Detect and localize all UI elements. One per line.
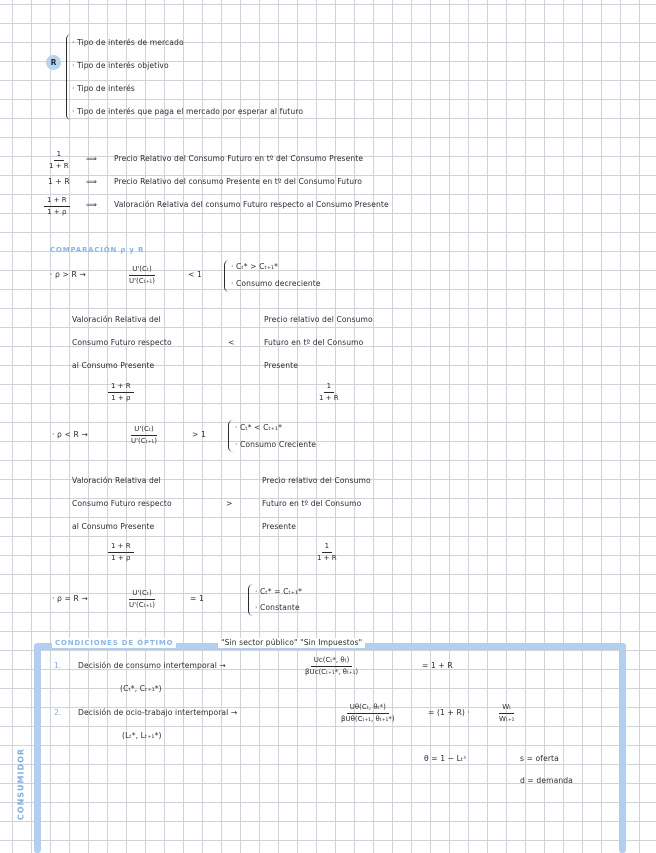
case2-right-line: Futuro en tº del Consumo (262, 499, 362, 508)
case1-right-line: Presente (264, 361, 298, 370)
case2-left-line: Valoración Relativa del (72, 476, 161, 485)
item1-rhs: = 1 + R (422, 661, 453, 670)
case3-fraction (126, 589, 158, 610)
case1-fraction (126, 265, 158, 286)
item1-number: 1. (54, 661, 62, 670)
case2-condition: · ρ < R → (52, 430, 88, 439)
case2-brace (228, 420, 234, 452)
definition-item: · Tipo de interés (72, 84, 135, 93)
relation-1-arrow: ⟹ (86, 154, 97, 163)
relation-1-numerator: 1 (54, 150, 64, 161)
item2-wage-numerator: Wₜ (499, 703, 514, 714)
item2-middle: = (1 + R) · (428, 708, 470, 717)
case2-relation: > 1 (192, 430, 206, 439)
definition-item: · Tipo de interés objetivo (72, 61, 169, 70)
definition-item: · Tipo de interés de mercado (72, 38, 184, 47)
relation-3-fraction (44, 196, 70, 217)
relation-1-text: Precio Relativo del Consumo Futuro en tº del Consumo Presente (114, 154, 364, 163)
item2-fraction (338, 703, 398, 724)
case1-brace-line: · Cₜ* > Cₜ₊₁* (231, 262, 279, 271)
item1-denominator: βUc(Cₜ₊₁*, θₜ₊₁) (305, 668, 359, 676)
optimum-box-right-border (619, 643, 626, 853)
case2-brace-line: · Consumo Creciente (235, 440, 317, 449)
comparison-heading: COMPARACIÓN ρ y R (50, 246, 145, 254)
item2-wage-fraction (496, 703, 518, 724)
case1-brace-line: · Consumo decreciente (231, 279, 321, 288)
consumidor-label-text: CONSUMIDOR (16, 747, 26, 821)
case1-right-line: Futuro en tº del Consumo (264, 338, 364, 347)
case1-right-numerator: 1 (324, 382, 334, 393)
case1-left-line: Consumo Futuro respecto (72, 338, 172, 347)
case1-right-line: Precio relativo del Consumo (264, 315, 373, 324)
case3-numerator: U'(Cₜ) (129, 589, 154, 600)
case1-right-fraction (316, 382, 342, 403)
case1-left-numerator: 1 + R (108, 382, 134, 393)
case1-left-fraction (108, 382, 134, 403)
case2-fraction (128, 425, 160, 446)
case2-operator: > (226, 499, 233, 508)
relation-2-arrow: ⟹ (86, 177, 97, 186)
relation-2-lhs: 1 + R (48, 177, 70, 186)
item1-numerator: Uc(Cₜ*, θₜ) (311, 656, 353, 667)
item2-numerator: Uθ(Cₜ, θₜ*) (347, 703, 389, 714)
optimum-heading: CONDICIONES DE ÓPTIMO (52, 638, 176, 648)
case3-denominator: U'(Cₜ₊₁) (129, 601, 155, 609)
case3-brace (248, 584, 254, 616)
case2-left-line: Consumo Futuro respecto (72, 499, 172, 508)
case2-denominator: U'(Cₜ₊₁) (131, 437, 157, 445)
case2-right-denominator: 1 + R (317, 554, 337, 562)
relation-2-text: Precio Relativo del consumo Presente en tº del Consumo Futuro (114, 177, 363, 186)
case1-left-line: Valoración Relativa del (72, 315, 161, 324)
case2-right-fraction (314, 542, 340, 563)
case2-left-fraction (108, 542, 134, 563)
case2-brace-line: · Cₜ* < Cₜ₊₁* (235, 423, 283, 432)
legend-supply: s = oferta (520, 754, 559, 763)
item2-denominator: βUθ(Cₜ₊₁, θₜ₊₁*) (341, 715, 395, 723)
r-badge: R (46, 55, 61, 70)
case2-right-line: Precio relativo del Consumo (262, 476, 371, 485)
relation-3-denominator: 1 + ρ (47, 208, 67, 216)
case3-relation: = 1 (190, 594, 204, 603)
relation-3-numerator: 1 + R (44, 196, 70, 207)
case2-left-line: al Consumo Presente (72, 522, 155, 531)
item2-text: Decisión de ocio-trabajo intertemporal → (78, 708, 238, 717)
relation-3-text: Valoración Relativa del consumo Futuro respecto al Consumo Presente (114, 200, 389, 209)
optimum-quotes: "Sin sector público" "Sin Impuestos" (218, 638, 365, 648)
case1-left-line: al Consumo Presente (72, 361, 155, 370)
case2-right-line: Presente (262, 522, 296, 531)
definition-item: · Tipo de interés que paga el mercado por esperar al futuro (72, 107, 304, 116)
case2-left-denominator: 1 + ρ (111, 554, 131, 562)
case1-relation: < 1 (188, 270, 202, 279)
item2-subscript: (Lₜ*, Lₜ₊₁*) (122, 731, 162, 740)
item2-number: 2. (54, 708, 62, 717)
case2-numerator: U'(Cₜ) (131, 425, 156, 436)
consumidor-side-label (6, 742, 36, 826)
legend-demand: d = demanda (520, 776, 573, 785)
case1-right-denominator: 1 + R (319, 394, 339, 402)
relation-3-arrow: ⟹ (86, 200, 97, 209)
case3-brace-line: · Constante (255, 603, 300, 612)
relation-1-fraction (46, 150, 72, 171)
case2-left-numerator: 1 + R (108, 542, 134, 553)
case3-condition: · ρ = R → (52, 594, 88, 603)
item1-subscript: (Cₜ*, Cₜ₊₁*) (120, 684, 162, 693)
case1-numerator: U'(Cₜ) (129, 265, 154, 276)
case1-operator: < (228, 338, 235, 347)
item1-fraction (302, 656, 361, 677)
item2-wage-denominator: Wₜ₊₁ (499, 715, 515, 723)
case3-brace-line: · Cₜ* = Cₜ₊₁* (255, 587, 303, 596)
case1-brace (224, 260, 230, 292)
item1-text: Decisión de consumo intertemporal → (78, 661, 226, 670)
case2-right-numerator: 1 (322, 542, 332, 553)
case1-denominator: U'(Cₜ₊₁) (129, 277, 155, 285)
relation-1-denominator: 1 + R (49, 162, 69, 170)
case1-left-denominator: 1 + ρ (111, 394, 131, 402)
theta-equation: θ = 1 − Lₜˢ (424, 754, 467, 763)
case1-condition: · ρ > R → (50, 270, 86, 279)
